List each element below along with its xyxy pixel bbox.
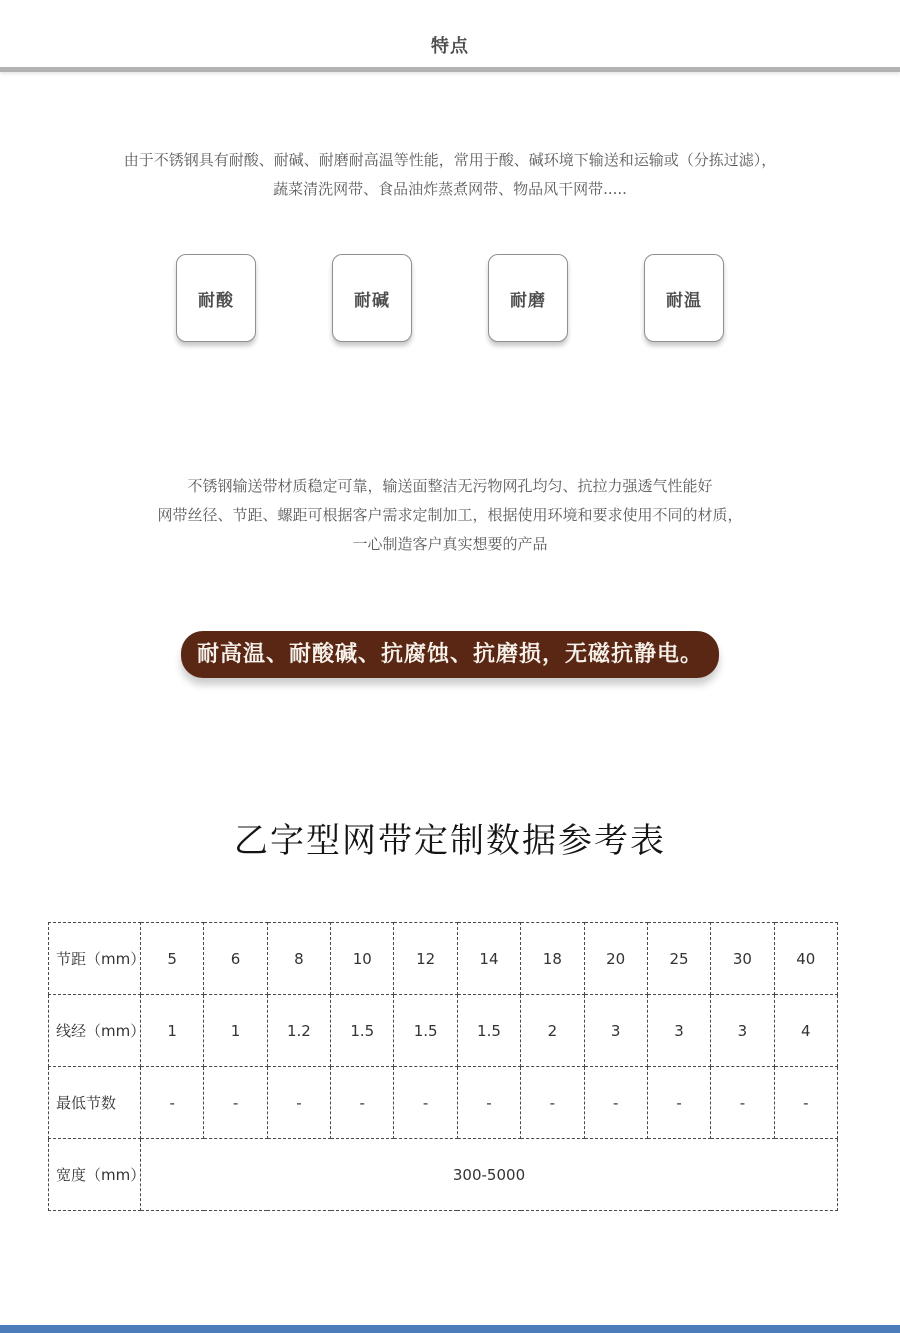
value-cell: 20 [584,923,647,995]
value-cell: 1.2 [267,995,330,1067]
value-cell: - [204,1067,267,1139]
value-cell: 1.5 [394,995,457,1067]
width-range-cell: 300-5000 [141,1139,838,1211]
value-cell: 5 [141,923,204,995]
row-label: 最低节数 [49,1067,141,1139]
value-cell: - [774,1067,837,1139]
description-line-1: 不锈钢输送带材质稳定可靠，输送面整洁无污物网孔均匀、抗拉力强透气性能好 [187,477,713,495]
description-line-2: 网带丝径、节距、螺距可根据客户需求定制加工，根据使用环境和要求使用不同的材质， [157,506,743,524]
feature-banner-wrap [0,631,900,678]
value-cell: 2 [521,995,584,1067]
value-cell: 1 [204,995,267,1067]
value-cell: 3 [647,995,710,1067]
value-cell: 3 [711,995,774,1067]
intro-line-1: 由于不锈钢具有耐酸、耐碱、耐磨耐高温等性能，常用于酸、碱环境下输送和运输或（分拣过滤）， [123,151,777,169]
value-cell: - [394,1067,457,1139]
value-cell: 30 [711,923,774,995]
description-paragraph [0,472,900,559]
value-cell: 1 [141,995,204,1067]
value-cell: 25 [647,923,710,995]
value-cell: 6 [204,923,267,995]
feature-badge-alkali: 耐碱 [332,254,412,342]
feature-badge-wear: 耐磨 [488,254,568,342]
table-row [49,1139,838,1211]
feature-badge-row [0,254,900,342]
value-cell: - [141,1067,204,1139]
feature-banner: 耐高温、耐酸碱、抗腐蚀、抗磨损，无磁抗静电。 [181,631,719,678]
value-cell: - [267,1067,330,1139]
section-title: 特点 [431,36,469,57]
row-label: 宽度（mm） [49,1139,141,1211]
value-cell: - [521,1067,584,1139]
value-cell: - [647,1067,710,1139]
table-row [49,1067,838,1139]
value-cell: 10 [331,923,394,995]
table-row [49,995,838,1067]
spec-table [48,922,838,1211]
value-cell: 8 [267,923,330,995]
footer-bar [0,1325,900,1333]
value-cell: 18 [521,923,584,995]
feature-badge-temperature: 耐温 [644,254,724,342]
intro-paragraph [0,146,900,204]
section-divider [0,67,900,72]
intro-line-2: 蔬菜清洗网带、食品油炸蒸煮网带、物品风干网带..... [273,180,627,198]
feature-badge-acid: 耐酸 [176,254,256,342]
value-cell: 14 [457,923,520,995]
value-cell: 4 [774,995,837,1067]
spec-table-body [49,923,838,1211]
value-cell: - [457,1067,520,1139]
value-cell: - [331,1067,394,1139]
value-cell: 12 [394,923,457,995]
row-label: 线经（mm） [49,995,141,1067]
table-row [49,923,838,995]
value-cell: 1.5 [457,995,520,1067]
value-cell: 40 [774,923,837,995]
value-cell: - [711,1067,774,1139]
value-cell: 3 [584,995,647,1067]
description-line-3: 一心制造客户真实想要的产品 [352,535,548,553]
value-cell: 1.5 [331,995,394,1067]
value-cell: - [584,1067,647,1139]
row-label: 节距（mm） [49,923,141,995]
table-title: 乙字型网带定制数据参考表 [234,821,666,861]
